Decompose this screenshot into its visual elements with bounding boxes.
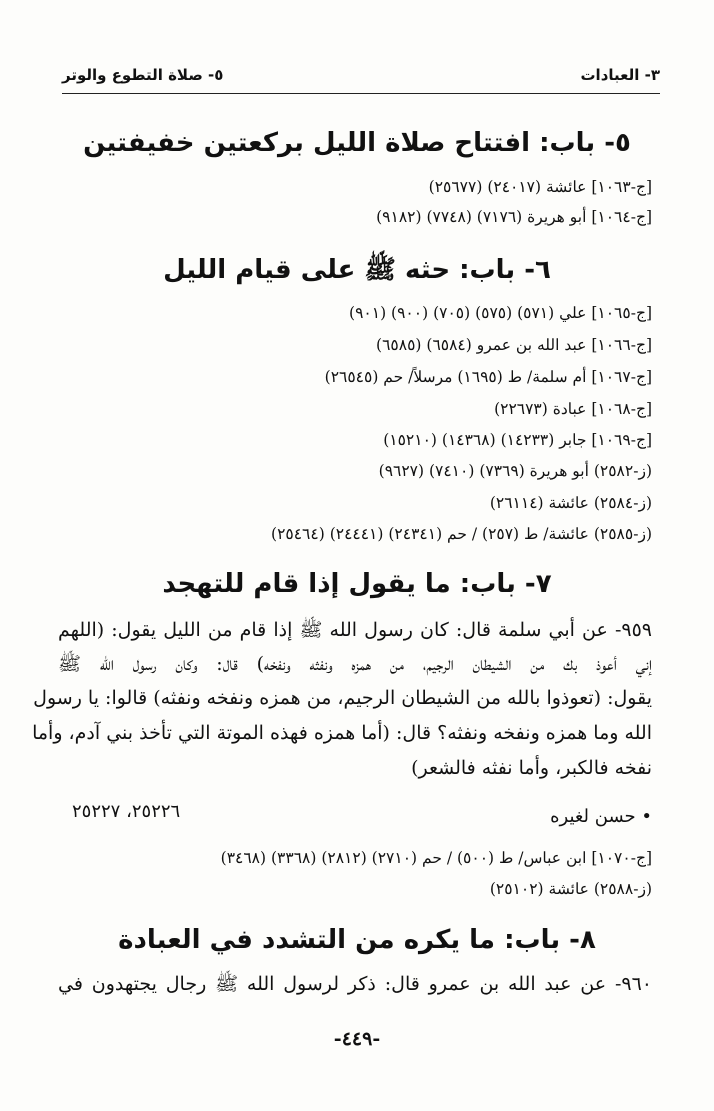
hadith-text-line: ٩٦٠- عن عبد الله بن عمرو قال: ذكر لرسول الله ﷺ رجال يجتهدون في [58,973,652,995]
running-head-chapter: ٣- العبادات [580,66,660,84]
hadith-text-line: ٩٥٩- عن أبي سلمة قال: كان رسول الله ﷺ إذا قام من الليل يقول: (اللهم [58,619,652,641]
reference-line: [ج-١٠٦٩] جابر (١٤٢٣٣) (١٤٣٦٨) (١٥٢١٠) [383,431,652,449]
hadith-text-line: نفخه فالكبر، وأما نفثه فالشعر) [411,757,652,779]
reference-line: [ج-١٠٦٧] أم سلمة/ ط (١٦٩٥) مرسلاً/ حم (٢٦٥٤٥) [324,368,652,386]
reference-line: (ز-٢٥٨٨) عائشة (٢٥١٠٢) [489,880,652,898]
running-head-section: ٥- صلاة التطوع والوتر [62,66,224,84]
header-divider [62,93,660,94]
running-head [62,64,660,92]
reference-line: [ج-١٠٧٠] ابن عباس/ ط (٥٠٠) / حم (٢٧١٠) (٢٨١٢) (٣٣٦٨) (٣٤٦٨) [220,849,652,867]
hadith-grade: • حسن لغيره [550,806,652,827]
grade-reference-numbers: ٢٥٢٢٦، ٢٥٢٢٧ [72,801,181,822]
reference-line: (ز-٢٥٨٥) عائشة/ ط (٢٥٧) / حم (٢٤٣٤١) (٢٤٤٤١) (٢٥٤٦٤) [271,525,652,543]
reference-line: [ج-١٠٦٥] علي (٥٧١) (٥٧٥) (٧٠٥) (٩٠٠) (٩٠١) [349,304,652,322]
section-title: ٥- باب: افتتاح صلاة الليل بركعتين خفيفتين [83,128,631,158]
section-title: ٦- باب: حثه ﷺ على قيام الليل [163,255,551,285]
reference-line: [ج-١٠٦٦] عبد الله بن عمرو (٦٥٨٤) (٦٥٨٥) [376,336,652,354]
section-title: ٧- باب: ما يقول إذا قام للتهجد [162,569,552,599]
hadith-text-line: يقول: (تعوذوا بالله من الشيطان الرجيم، من همزه ونفخه ونفثه) قالوا: يا رسول [33,687,652,709]
hadith-text-line: إني أعوذ بك من الشيطان الرجيم، من همزه ونفثه ونفخه) قال: وكان رسول الله ﷺ [58,653,652,675]
reference-line: [ج-١٠٦٨] عبادة (٢٢٦٧٣) [494,400,652,418]
reference-line: (ز-٢٥٨٢) أبو هريرة (٧٣٦٩) (٧٤١٠) (٩٦٢٧) [378,462,652,480]
reference-line: (ز-٢٥٨٤) عائشة (٢٦١١٤) [489,494,652,512]
page-number: -٤٤٩- [333,1028,381,1050]
hadith-text-line: الله وما همزه ونفخه ونفثه؟ قال: (أما همزه فهذه الموتة التي تأخذ بني آدم، وأما [32,722,652,744]
reference-line: [ج-١٠٦٤] أبو هريرة (٧١٧٦) (٧٧٤٨) (٩١٨٢) [376,208,652,226]
reference-line: [ج-١٠٦٣] عائشة (٢٤٠١٧) (٢٥٦٧٧) [428,178,652,196]
section-title: ٨- باب: ما يكره من التشدد في العبادة [118,925,596,955]
